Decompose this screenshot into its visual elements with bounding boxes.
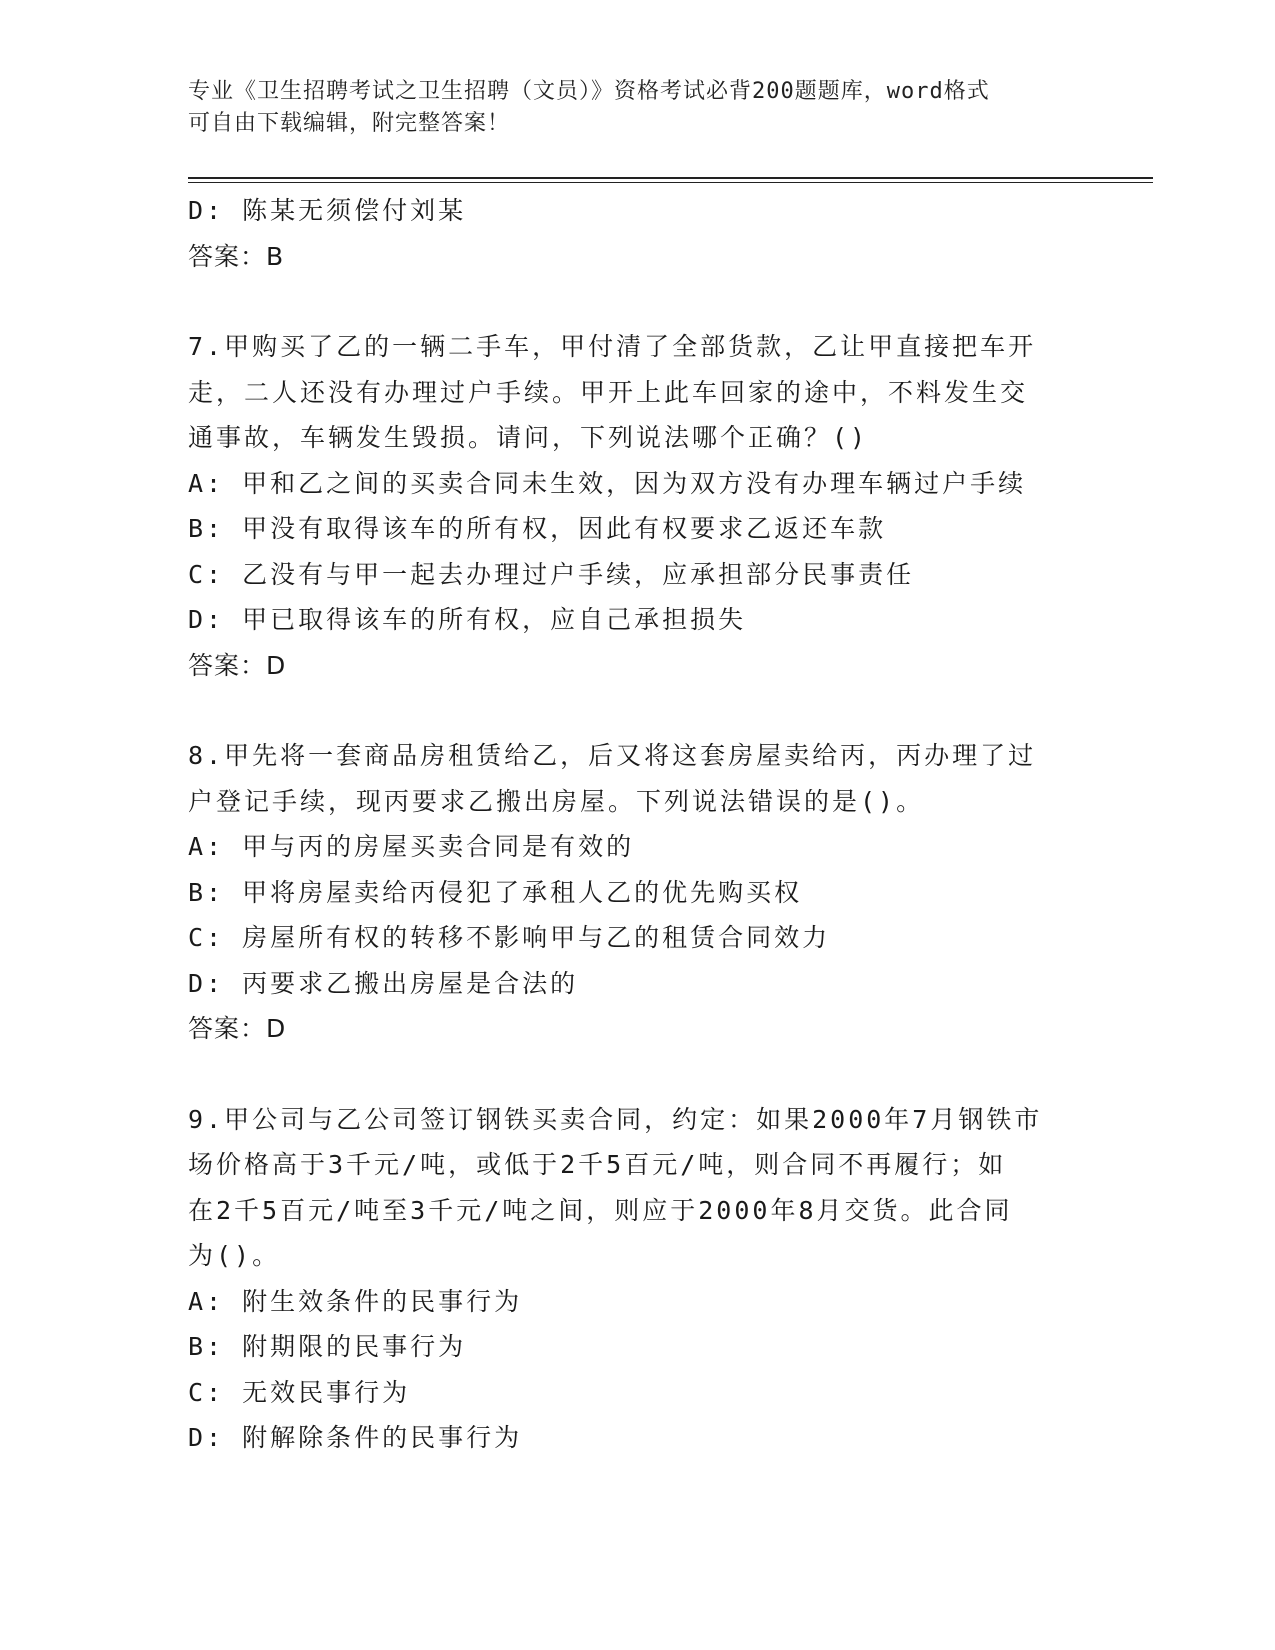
answer-line: 答案：B bbox=[188, 241, 285, 271]
option-b: B: 附期限的民事行为 bbox=[188, 1332, 467, 1361]
question-text: 为()。 bbox=[188, 1241, 281, 1270]
option-d: D: 附解除条件的民事行为 bbox=[188, 1423, 523, 1452]
option-d: D: 甲已取得该车的所有权，应自己承担损失 bbox=[188, 605, 747, 634]
question-8 bbox=[188, 733, 1088, 1052]
question-text: 户登记手续，现丙要求乙搬出房屋。下列说法错误的是()。 bbox=[188, 786, 925, 816]
header-title-line-1: 专业《卫生招聘考试之卫生招聘（文员）》资格考试必背200题题库，word格式 bbox=[188, 79, 990, 104]
question-content bbox=[188, 188, 1088, 1461]
question-text: 场价格高于3千元/吨，或低于2千5百元/吨，则合同不再履行；如 bbox=[188, 1150, 1007, 1179]
option-d: D: 陈某无须偿付刘某 bbox=[188, 196, 467, 225]
question-text: 9.甲公司与乙公司签订钢铁买卖合同，约定：如果2000年7月钢铁市 bbox=[188, 1104, 1043, 1134]
question-text: 走，二人还没有办理过户手续。甲开上此车回家的途中，不料发生交 bbox=[188, 377, 1029, 407]
question-7 bbox=[188, 324, 1088, 688]
option-c: C: 乙没有与甲一起去办理过户手续，应承担部分民事责任 bbox=[188, 559, 915, 589]
question-text: 7.甲购买了乙的一辆二手车，甲付清了全部货款，乙让甲直接把车开 bbox=[188, 332, 1037, 361]
header-divider bbox=[188, 177, 1153, 179]
option-a: A: 甲与丙的房屋买卖合同是有效的 bbox=[188, 832, 635, 861]
option-c: C: 房屋所有权的转移不影响甲与乙的租赁合同效力 bbox=[188, 923, 831, 952]
answer-line: 答案：D bbox=[188, 650, 287, 680]
option-a: A: 甲和乙之间的买卖合同未生效，因为双方没有办理车辆过户手续 bbox=[188, 468, 1027, 498]
option-d: D: 丙要求乙搬出房屋是合法的 bbox=[188, 968, 579, 998]
page-header bbox=[188, 76, 1088, 140]
option-c: C: 无效民事行为 bbox=[188, 1377, 411, 1407]
option-b: B: 甲将房屋卖给丙侵犯了承租人乙的优先购买权 bbox=[188, 877, 803, 907]
header-title-line-2: 可自由下载编辑，附完整答案！ bbox=[188, 111, 511, 136]
question-text: 在2千5百元/吨至3千元/吨之间，则应于2000年8月交货。此合同 bbox=[188, 1195, 1013, 1225]
previous-question-tail bbox=[188, 188, 1088, 279]
question-text: 通事故，车辆发生毁损。请问，下列说法哪个正确？() bbox=[188, 423, 869, 452]
option-b: B: 甲没有取得该车的所有权，因此有权要求乙返还车款 bbox=[188, 514, 887, 543]
header-divider-thin bbox=[188, 182, 1153, 183]
answer-line: 答案：D bbox=[188, 1014, 287, 1043]
question-9 bbox=[188, 1097, 1088, 1461]
question-text: 8.甲先将一套商品房租赁给乙，后又将这套房屋卖给丙，丙办理了过 bbox=[188, 741, 1037, 770]
option-a: A: 附生效条件的民事行为 bbox=[188, 1286, 523, 1316]
